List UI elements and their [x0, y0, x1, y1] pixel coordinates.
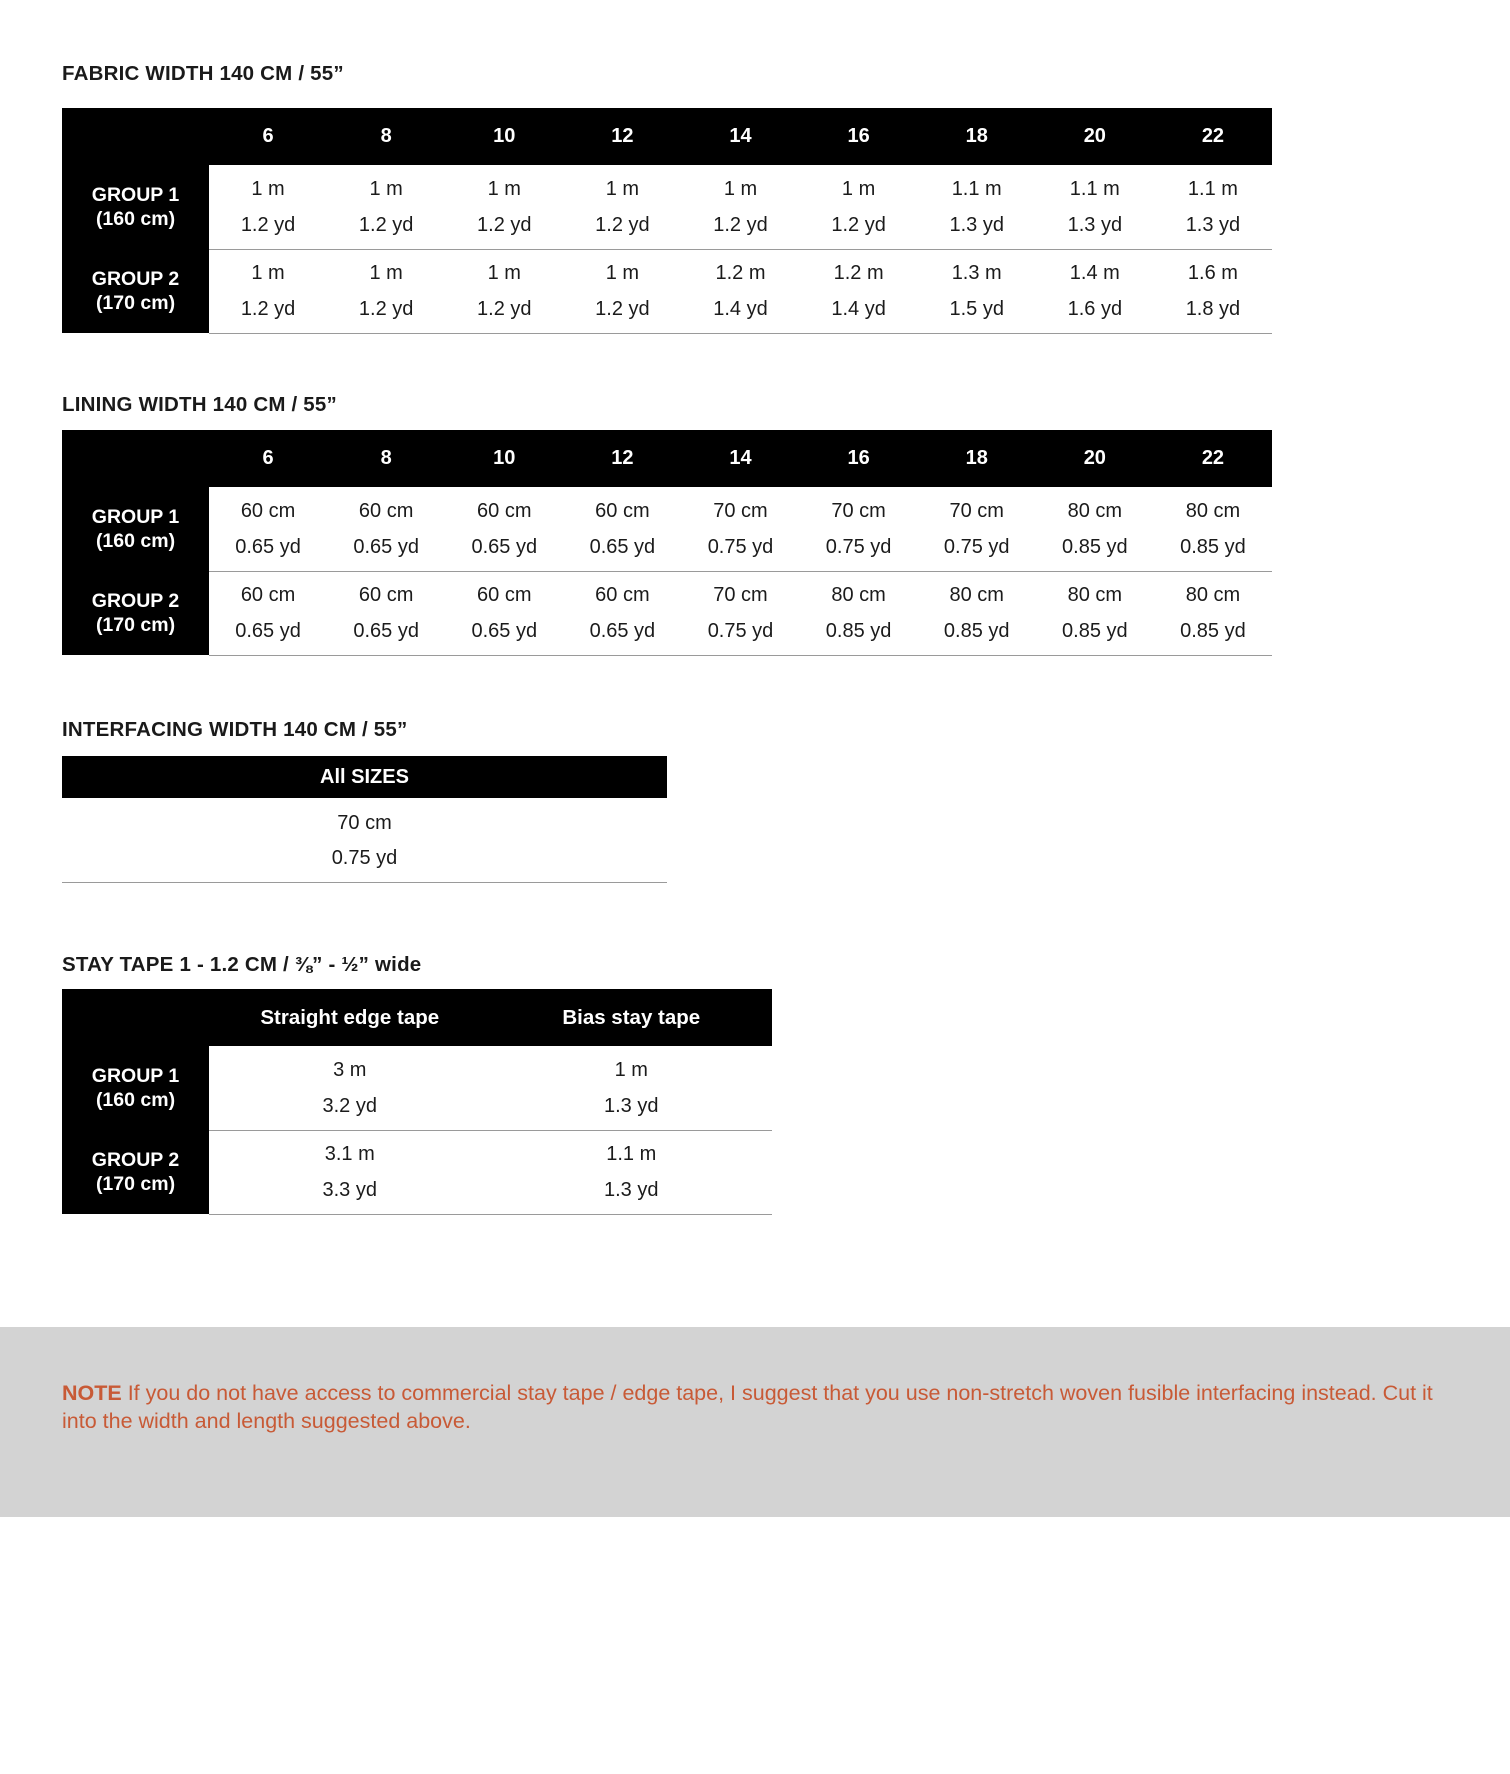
fabric-g1-metric: 1.1 m	[1154, 165, 1272, 207]
stay-tape-group2-label	[62, 1130, 209, 1214]
table-row	[62, 840, 667, 882]
group-name: GROUP 1	[91, 505, 180, 528]
fabric-size-header: 8	[327, 108, 445, 165]
interfacing-table-head	[62, 756, 667, 798]
lining-g2-metric: 80 cm	[918, 571, 1036, 613]
lining-g2-metric: 70 cm	[681, 571, 799, 613]
fabric-g1-imperial: 1.2 yd	[563, 207, 681, 249]
lining-g2-metric: 80 cm	[800, 571, 918, 613]
lining-g2-imperial: 0.85 yd	[800, 613, 918, 655]
stay-tape-table-head	[62, 989, 772, 1046]
group-name: GROUP 2	[91, 589, 180, 612]
table-row	[62, 207, 1272, 249]
lining-g2-metric: 60 cm	[327, 571, 445, 613]
lining-requirements-table	[62, 430, 1272, 656]
interfacing-all-sizes-header: All SIZES	[62, 756, 667, 798]
stay-tape-g1-metric: 1 m	[491, 1046, 773, 1088]
table-row	[62, 798, 667, 840]
group-height: (170 cm)	[95, 1173, 176, 1195]
fabric-section-title: FABRIC WIDTH 140 CM / 55”	[62, 62, 344, 85]
stay-tape-section-title: STAY TAPE 1 - 1.2 CM / ⅜” - ½” wide	[62, 953, 422, 976]
lining-g1-imperial: 0.65 yd	[563, 529, 681, 571]
group-height: (170 cm)	[95, 292, 176, 314]
stay-tape-g2-metric: 3.1 m	[209, 1130, 491, 1172]
lining-g2-metric: 80 cm	[1036, 571, 1154, 613]
fabric-g1-metric: 1 m	[327, 165, 445, 207]
table-row	[62, 529, 1272, 571]
fabric-g2-imperial: 1.4 yd	[681, 291, 799, 333]
group-height: (160 cm)	[95, 208, 176, 230]
fabric-g2-metric: 1 m	[563, 249, 681, 291]
fabric-size-header: 6	[209, 108, 327, 165]
fabric-corner-cell	[62, 108, 209, 165]
group-name: GROUP 1	[91, 1064, 180, 1087]
fabric-g2-metric: 1.2 m	[800, 249, 918, 291]
fabric-g1-imperial: 1.3 yd	[918, 207, 1036, 249]
lining-size-header: 10	[445, 430, 563, 487]
lining-g2-imperial: 0.85 yd	[1036, 613, 1154, 655]
fabric-size-header: 16	[800, 108, 918, 165]
stay-tape-g1-metric: 3 m	[209, 1046, 491, 1088]
fabric-g1-imperial: 1.2 yd	[327, 207, 445, 249]
fabric-g1-imperial: 1.2 yd	[209, 207, 327, 249]
fabric-table-head	[62, 108, 1272, 165]
fabric-group2-label	[62, 249, 209, 333]
fabric-g2-imperial: 1.2 yd	[445, 291, 563, 333]
lining-g1-imperial: 0.75 yd	[800, 529, 918, 571]
lining-g1-imperial: 0.85 yd	[1154, 529, 1272, 571]
interfacing-metric-value: 70 cm	[62, 798, 667, 840]
fabric-header-row	[62, 108, 1272, 165]
stay-tape-g2-imperial: 3.3 yd	[209, 1172, 491, 1214]
lining-size-header: 22	[1154, 430, 1272, 487]
lining-size-header: 16	[800, 430, 918, 487]
lining-g1-imperial: 0.75 yd	[681, 529, 799, 571]
lining-g2-metric: 60 cm	[563, 571, 681, 613]
group-name: GROUP 2	[91, 267, 180, 290]
lining-g1-imperial: 0.65 yd	[327, 529, 445, 571]
table-row	[62, 1046, 772, 1088]
fabric-g2-imperial: 1.2 yd	[563, 291, 681, 333]
fabric-size-header: 10	[445, 108, 563, 165]
fabric-g2-imperial: 1.2 yd	[209, 291, 327, 333]
group-height: (170 cm)	[95, 614, 176, 636]
table-row	[62, 249, 1272, 291]
lining-size-header: 18	[918, 430, 1036, 487]
fabric-g2-imperial: 1.5 yd	[918, 291, 1036, 333]
lining-header-row	[62, 430, 1272, 487]
fabric-g2-imperial: 1.6 yd	[1036, 291, 1154, 333]
group-height: (160 cm)	[95, 530, 176, 552]
lining-g2-imperial: 0.65 yd	[209, 613, 327, 655]
note-body: If you do not have access to commercial stay tape / edge tape, I suggest that you use non-stretch woven fusible interfacing instead. Cut it into the width and length suggested above.	[62, 1381, 1433, 1434]
lining-g1-metric: 70 cm	[918, 487, 1036, 529]
lining-table-body	[62, 487, 1272, 655]
fabric-g2-metric: 1.6 m	[1154, 249, 1272, 291]
stay-tape-g2-metric: 1.1 m	[491, 1130, 773, 1172]
fabric-g1-metric: 1 m	[563, 165, 681, 207]
fabric-requirements-table	[62, 108, 1272, 334]
fabric-g1-metric: 1 m	[681, 165, 799, 207]
fabric-g2-imperial: 1.2 yd	[327, 291, 445, 333]
fabric-size-header: 22	[1154, 108, 1272, 165]
interfacing-requirements-table	[62, 756, 667, 883]
lining-g2-imperial: 0.65 yd	[563, 613, 681, 655]
fabric-g1-metric: 1 m	[800, 165, 918, 207]
lining-g1-metric: 60 cm	[445, 487, 563, 529]
fabric-g2-metric: 1 m	[445, 249, 563, 291]
fabric-size-header: 20	[1036, 108, 1154, 165]
interfacing-section-title: INTERFACING WIDTH 140 CM / 55”	[62, 718, 408, 741]
lining-table-head	[62, 430, 1272, 487]
lining-g2-metric: 80 cm	[1154, 571, 1272, 613]
fabric-g1-imperial: 1.3 yd	[1154, 207, 1272, 249]
interfacing-header-row	[62, 756, 667, 798]
fabric-g1-imperial: 1.2 yd	[445, 207, 563, 249]
lining-size-header: 20	[1036, 430, 1154, 487]
group-height: (160 cm)	[95, 1089, 176, 1111]
lining-g1-metric: 60 cm	[327, 487, 445, 529]
stay-tape-corner-cell	[62, 989, 209, 1046]
stay-tape-col-bias-stay: Bias stay tape	[491, 989, 773, 1046]
group-name: GROUP 1	[91, 183, 180, 206]
fabric-size-header: 14	[681, 108, 799, 165]
stay-tape-table-body	[62, 1046, 772, 1214]
stay-tape-requirements-table	[62, 989, 772, 1215]
lining-requirements-table-wrapper	[62, 430, 1272, 656]
fabric-g2-metric: 1 m	[327, 249, 445, 291]
lining-g2-imperial: 0.75 yd	[681, 613, 799, 655]
fabric-g2-metric: 1.4 m	[1036, 249, 1154, 291]
fabric-g1-metric: 1 m	[209, 165, 327, 207]
fabric-g2-metric: 1.3 m	[918, 249, 1036, 291]
lining-g1-metric: 70 cm	[681, 487, 799, 529]
lining-g2-imperial: 0.65 yd	[327, 613, 445, 655]
interfacing-table-wrapper	[62, 756, 667, 883]
table-row	[62, 487, 1272, 529]
lining-size-header: 6	[209, 430, 327, 487]
lining-g1-imperial: 0.85 yd	[1036, 529, 1154, 571]
lining-g1-metric: 70 cm	[800, 487, 918, 529]
lining-g1-metric: 80 cm	[1154, 487, 1272, 529]
fabric-g1-imperial: 1.2 yd	[800, 207, 918, 249]
fabric-table-body	[62, 165, 1272, 333]
stay-tape-group1-label	[62, 1046, 209, 1130]
table-row	[62, 571, 1272, 613]
group-name: GROUP 2	[91, 1148, 180, 1171]
fabric-size-header: 18	[918, 108, 1036, 165]
lining-size-header: 12	[563, 430, 681, 487]
interfacing-imperial-value: 0.75 yd	[62, 840, 667, 882]
stay-tape-g1-imperial: 3.2 yd	[209, 1088, 491, 1130]
lining-size-header: 14	[681, 430, 799, 487]
fabric-group1-label	[62, 165, 209, 249]
fabric-g2-metric: 1.2 m	[681, 249, 799, 291]
lining-size-header: 8	[327, 430, 445, 487]
stay-tape-table-wrapper	[62, 989, 772, 1215]
lining-g2-imperial: 0.65 yd	[445, 613, 563, 655]
lining-g2-metric: 60 cm	[209, 571, 327, 613]
fabric-size-header: 12	[563, 108, 681, 165]
lining-corner-cell	[62, 430, 209, 487]
table-row	[62, 165, 1272, 207]
note-content	[0, 1327, 1510, 1436]
fabric-g2-imperial: 1.4 yd	[800, 291, 918, 333]
stay-tape-g2-imperial: 1.3 yd	[491, 1172, 773, 1214]
lining-g1-imperial: 0.65 yd	[445, 529, 563, 571]
table-row	[62, 1130, 772, 1172]
stay-tape-g1-imperial: 1.3 yd	[491, 1088, 773, 1130]
lining-group1-label	[62, 487, 209, 571]
table-row	[62, 291, 1272, 333]
note-label: NOTE	[62, 1381, 122, 1405]
fabric-g1-metric: 1.1 m	[1036, 165, 1154, 207]
lining-group2-label	[62, 571, 209, 655]
fabric-g2-metric: 1 m	[209, 249, 327, 291]
table-row	[62, 613, 1272, 655]
lining-g1-metric: 80 cm	[1036, 487, 1154, 529]
lining-g1-metric: 60 cm	[209, 487, 327, 529]
stay-tape-header-row	[62, 989, 772, 1046]
fabric-g1-imperial: 1.2 yd	[681, 207, 799, 249]
note-banner	[0, 1327, 1510, 1517]
lining-g1-metric: 60 cm	[563, 487, 681, 529]
fabric-g2-imperial: 1.8 yd	[1154, 291, 1272, 333]
lining-g2-metric: 60 cm	[445, 571, 563, 613]
lining-g2-imperial: 0.85 yd	[918, 613, 1036, 655]
lining-g2-imperial: 0.85 yd	[1154, 613, 1272, 655]
lining-section-title: LINING WIDTH 140 CM / 55”	[62, 393, 337, 416]
note-paragraph	[62, 1379, 1448, 1436]
fabric-g1-imperial: 1.3 yd	[1036, 207, 1154, 249]
fabric-g1-metric: 1 m	[445, 165, 563, 207]
lining-g1-imperial: 0.75 yd	[918, 529, 1036, 571]
lining-g1-imperial: 0.65 yd	[209, 529, 327, 571]
stay-tape-col-straight-edge: Straight edge tape	[209, 989, 491, 1046]
fabric-g1-metric: 1.1 m	[918, 165, 1036, 207]
fabric-requirements-table-wrapper	[62, 108, 1272, 334]
interfacing-table-body	[62, 798, 667, 882]
